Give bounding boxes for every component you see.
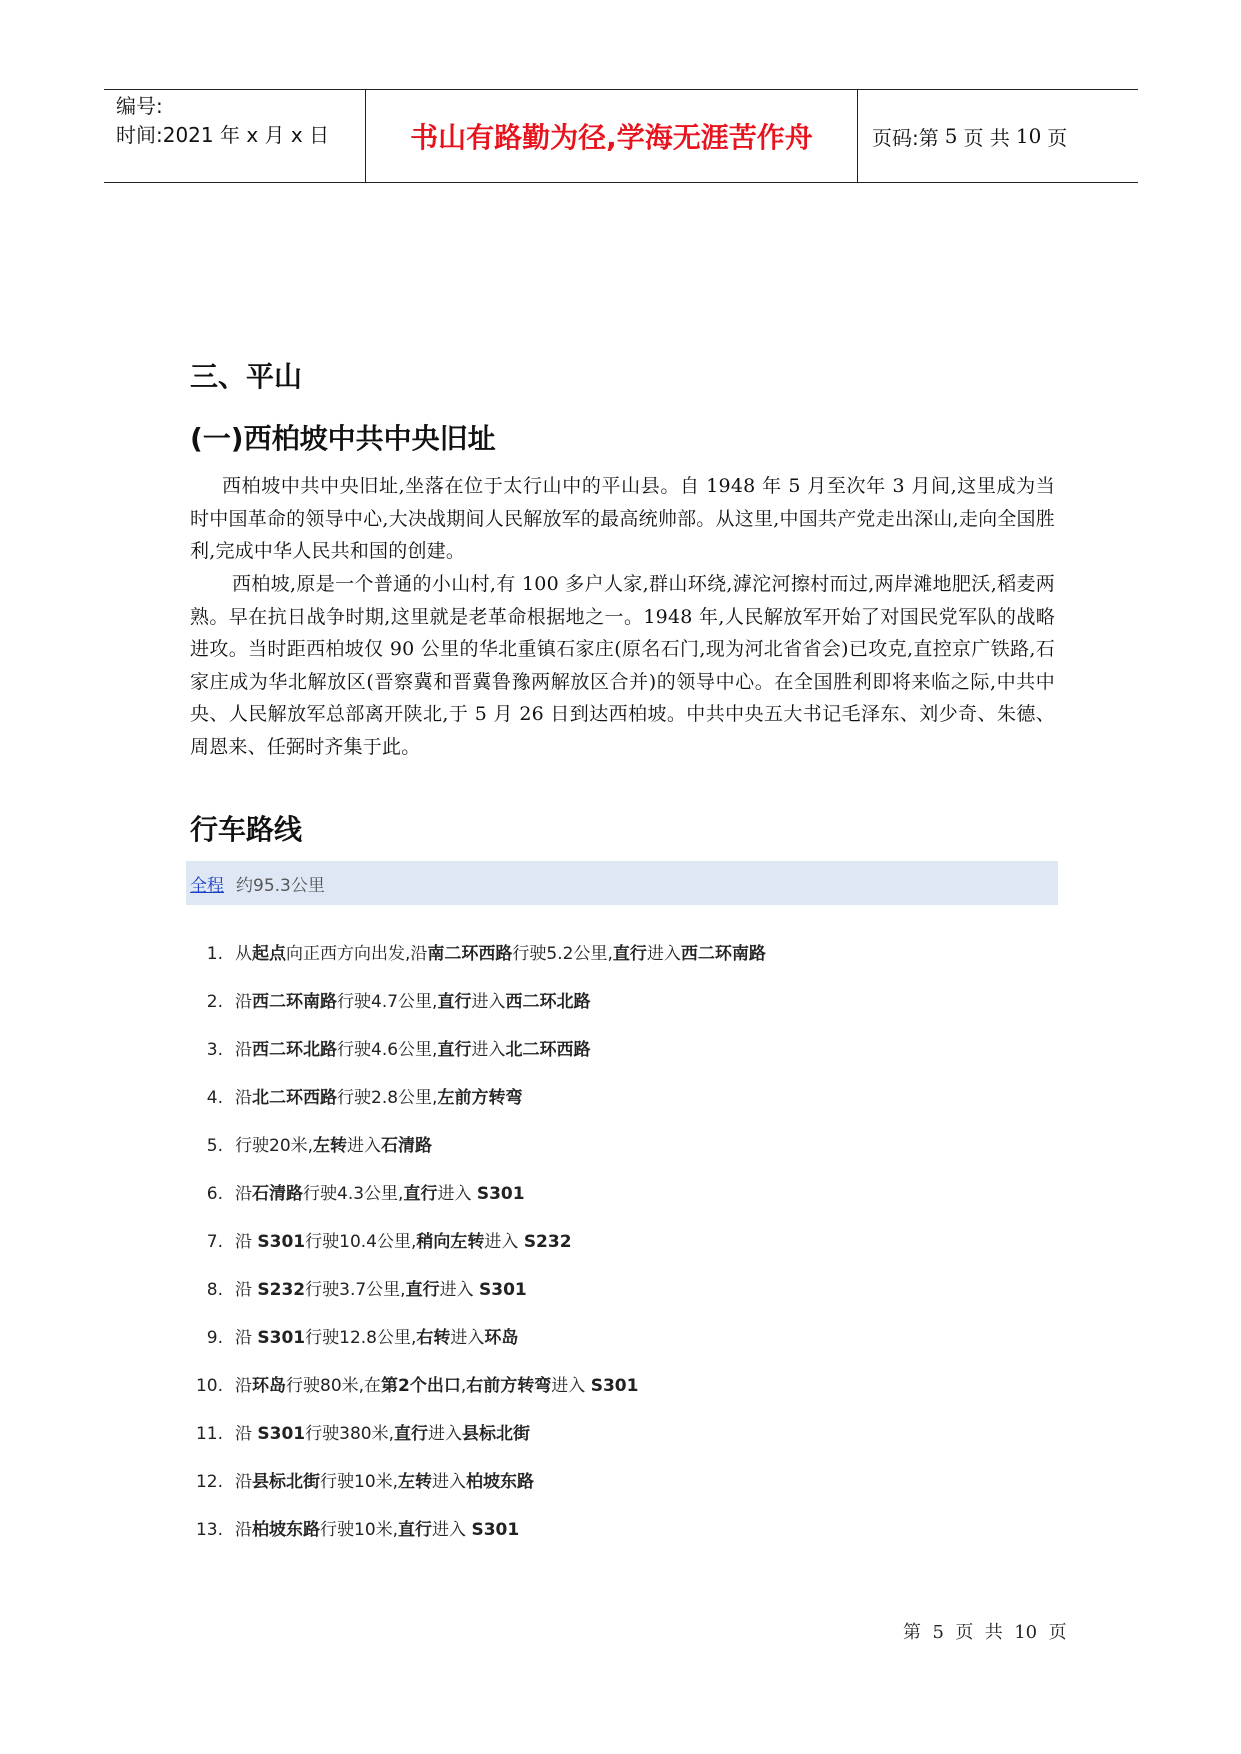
step-fragment: 沿 [235, 992, 252, 1012]
step-fragment: 行驶4.7公里, [337, 992, 438, 1012]
step-keyword: 右前方转弯 [466, 1376, 552, 1396]
step-keyword: 柏坡东路 [466, 1472, 535, 1492]
step-text [235, 1130, 432, 1178]
route-steps-list [190, 938, 766, 1562]
paragraph-1: 西柏坡中共中央旧址,坐落在位于太行山中的平山县。自 1948 年 5 月至次年 3 月间,这里成为当时中国革命的领导中心,大决战期间人民解放军的最高统帅部。从这里,中国共产党走出深山,走向全国胜利,完成中华人民共和国的创建。 [190, 475, 1055, 562]
step-keyword: 直行 [405, 1280, 440, 1300]
step-keyword: 南二环西路 [427, 944, 513, 964]
step-keyword: 直行 [612, 944, 647, 964]
step-keyword: S301 [471, 1520, 520, 1540]
route-step [190, 1274, 766, 1322]
step-keyword: S301 [479, 1280, 527, 1300]
step-fragment: 进入 [428, 1424, 462, 1444]
step-fragment: 行驶10.4公里, [305, 1232, 417, 1252]
step-fragment: 行驶20米, [235, 1136, 314, 1156]
time-label: 时间:2021 年 x 月 x 日 [116, 123, 330, 147]
step-number: 5. [206, 1136, 223, 1156]
route-step [190, 1082, 766, 1130]
route-distance: 约95.3公里 [236, 875, 325, 896]
step-number: 4. [206, 1088, 223, 1108]
step-fragment: 进入 [432, 1472, 467, 1492]
step-keyword: 直行 [394, 1424, 428, 1444]
step-keyword: 右转 [416, 1328, 451, 1348]
step-fragment: 进入 [450, 1328, 485, 1348]
route-step [190, 1466, 766, 1514]
step-fragment: 沿 [235, 1088, 252, 1108]
step-number: 6. [206, 1184, 223, 1204]
step-fragment: 行驶4.3公里, [303, 1184, 404, 1204]
step-number: 1. [206, 944, 223, 964]
step-fragment: 行驶5.2公里, [512, 944, 613, 964]
step-fragment: 进入 [471, 1040, 506, 1060]
page-prefix: 页码:第 [872, 125, 939, 150]
step-fragment: 沿 [235, 1472, 252, 1492]
step-text [235, 1274, 527, 1322]
header-motto: 书山有路勤为径,学海无涯苦作舟 [366, 90, 858, 182]
step-number: 7. [206, 1232, 223, 1252]
step-fragment: 行驶380米, [305, 1424, 394, 1444]
subsection-title: (一)西柏坡中共中央旧址 [190, 422, 496, 455]
step-fragment: 行驶10米, [320, 1520, 399, 1540]
page-current: 5 [944, 124, 958, 148]
route-step [190, 1322, 766, 1370]
step-keyword: 石清路 [381, 1136, 433, 1156]
step-text [235, 1178, 525, 1226]
step-keyword: 县标北街 [462, 1424, 530, 1444]
step-keyword: 北二环西路 [505, 1040, 591, 1060]
step-keyword: 环岛 [484, 1328, 519, 1348]
route-step [190, 1370, 766, 1418]
step-keyword: 柏坡东路 [252, 1520, 320, 1540]
step-fragment: 行驶4.6公里, [337, 1040, 438, 1060]
paragraph-2: 西柏坡,原是一个普通的小山村,有 100 多户人家,群山环绕,滹沱河擦村而过,两岸滩地肥沃,稻麦两熟。早在抗日战争时期,这里就是老革命根据地之一。1948 年,人民解放军开始了对国民党军队的战略进攻。当时距西柏坡仅 90 公里的华北重镇石家庄(原名石门,现为河北省省会)已攻克,直控京广铁路,石家庄成为华北解放区(晋察冀和晋冀鲁豫两解放区合并)的领导中心。在全国胜利即将来临之际,中共中央、人民解放军总部离开陕北,于 5 月 26 日到达西柏坡。中共中央五大书记毛泽东、刘少奇、朱德、周恩来、任弼时齐集于此。 [190, 573, 1055, 758]
step-fragment: 进入 [646, 944, 681, 964]
step-keyword: S301 [257, 1328, 306, 1348]
page-footer: 第 5 页 共 10 页 [903, 1622, 1067, 1643]
header-table [104, 89, 1138, 183]
step-fragment: 沿 [235, 1280, 258, 1300]
step-keyword: 西二环北路 [252, 1040, 337, 1060]
step-number: 3. [206, 1040, 223, 1060]
route-step [190, 1418, 766, 1466]
step-fragment: 沿 [235, 1328, 258, 1348]
route-summary-bar [186, 861, 1058, 905]
step-fragment: 沿 [235, 1184, 252, 1204]
step-text [235, 1322, 518, 1370]
step-fragment: 进入 [437, 1184, 477, 1204]
step-keyword: S301 [590, 1376, 639, 1396]
step-fragment: 从 [235, 944, 252, 964]
step-number: 8. [206, 1280, 223, 1300]
header-page-info [858, 90, 1138, 182]
page-suffix: 页 [1047, 125, 1068, 150]
step-fragment: 进入 [347, 1136, 382, 1156]
step-keyword: 县标北街 [252, 1472, 320, 1492]
step-fragment: 行驶3.7公里, [305, 1280, 406, 1300]
step-number: 12. [195, 1472, 223, 1492]
step-keyword: 西二环南路 [252, 992, 337, 1012]
step-keyword: S301 [257, 1424, 306, 1444]
step-fragment: 进入 [484, 1232, 524, 1252]
step-keyword: 第2个出口 [381, 1376, 461, 1396]
route-step [190, 1226, 766, 1274]
step-keyword: S232 [523, 1232, 572, 1252]
step-keyword: 起点 [252, 944, 286, 964]
step-text [235, 986, 590, 1034]
step-text [235, 1418, 530, 1466]
step-number: 11. [195, 1424, 223, 1444]
step-number: 9. [206, 1328, 223, 1348]
step-fragment: 进入 [432, 1520, 472, 1540]
step-fragment: 沿 [235, 1040, 252, 1060]
step-keyword: S301 [257, 1232, 306, 1252]
route-step [190, 1034, 766, 1082]
step-text [235, 1082, 522, 1130]
step-fragment: 沿 [235, 1424, 258, 1444]
step-keyword: S301 [476, 1184, 525, 1204]
step-text [235, 1370, 638, 1418]
step-fragment: 向正西方向出发,沿 [286, 944, 428, 964]
step-number: 10. [195, 1376, 223, 1396]
step-keyword: 左转 [398, 1472, 433, 1492]
full-route-link[interactable]: 全程 [190, 875, 224, 896]
step-number: 2. [206, 992, 223, 1012]
page-total: 10 [1015, 124, 1042, 148]
route-step [190, 1514, 766, 1562]
step-fragment: 进入 [551, 1376, 591, 1396]
step-keyword: 直行 [437, 1040, 472, 1060]
step-keyword: S232 [257, 1280, 306, 1300]
number-label: 编号: [116, 94, 163, 118]
step-fragment: 行驶12.8公里, [305, 1328, 417, 1348]
step-keyword: 直行 [403, 1184, 438, 1204]
page-mid: 页 共 [963, 125, 1010, 150]
step-text [235, 1514, 519, 1562]
step-number: 13. [195, 1520, 223, 1540]
route-title: 行车路线 [190, 813, 303, 846]
step-keyword: 西二环南路 [680, 944, 766, 964]
step-text [235, 938, 766, 986]
step-text [235, 1226, 572, 1274]
step-keyword: 稍向左转 [416, 1232, 485, 1252]
step-keyword: 左转 [313, 1136, 348, 1156]
step-fragment: 行驶2.8公里, [337, 1088, 438, 1108]
step-fragment: , [460, 1376, 467, 1396]
step-fragment: 沿 [235, 1376, 252, 1396]
step-fragment: 进入 [439, 1280, 479, 1300]
step-text [235, 1034, 590, 1082]
step-fragment: 行驶10米, [320, 1472, 399, 1492]
route-step [190, 938, 766, 986]
step-keyword: 北二环西路 [252, 1088, 337, 1108]
step-fragment: 行驶80米,在 [286, 1376, 382, 1396]
step-keyword: 直行 [437, 992, 472, 1012]
route-step [190, 1130, 766, 1178]
step-fragment: 沿 [235, 1520, 252, 1540]
step-fragment: 沿 [235, 1232, 258, 1252]
step-keyword: 左前方转弯 [437, 1088, 523, 1108]
step-keyword: 环岛 [252, 1376, 286, 1396]
route-step [190, 1178, 766, 1226]
step-fragment: 进入 [471, 992, 506, 1012]
step-keyword: 直行 [398, 1520, 433, 1540]
section-title: 三、平山 [190, 360, 303, 393]
step-text [235, 1466, 534, 1514]
header-meta [104, 90, 366, 182]
step-keyword: 石清路 [252, 1184, 303, 1204]
route-step [190, 986, 766, 1034]
step-keyword: 西二环北路 [505, 992, 591, 1012]
